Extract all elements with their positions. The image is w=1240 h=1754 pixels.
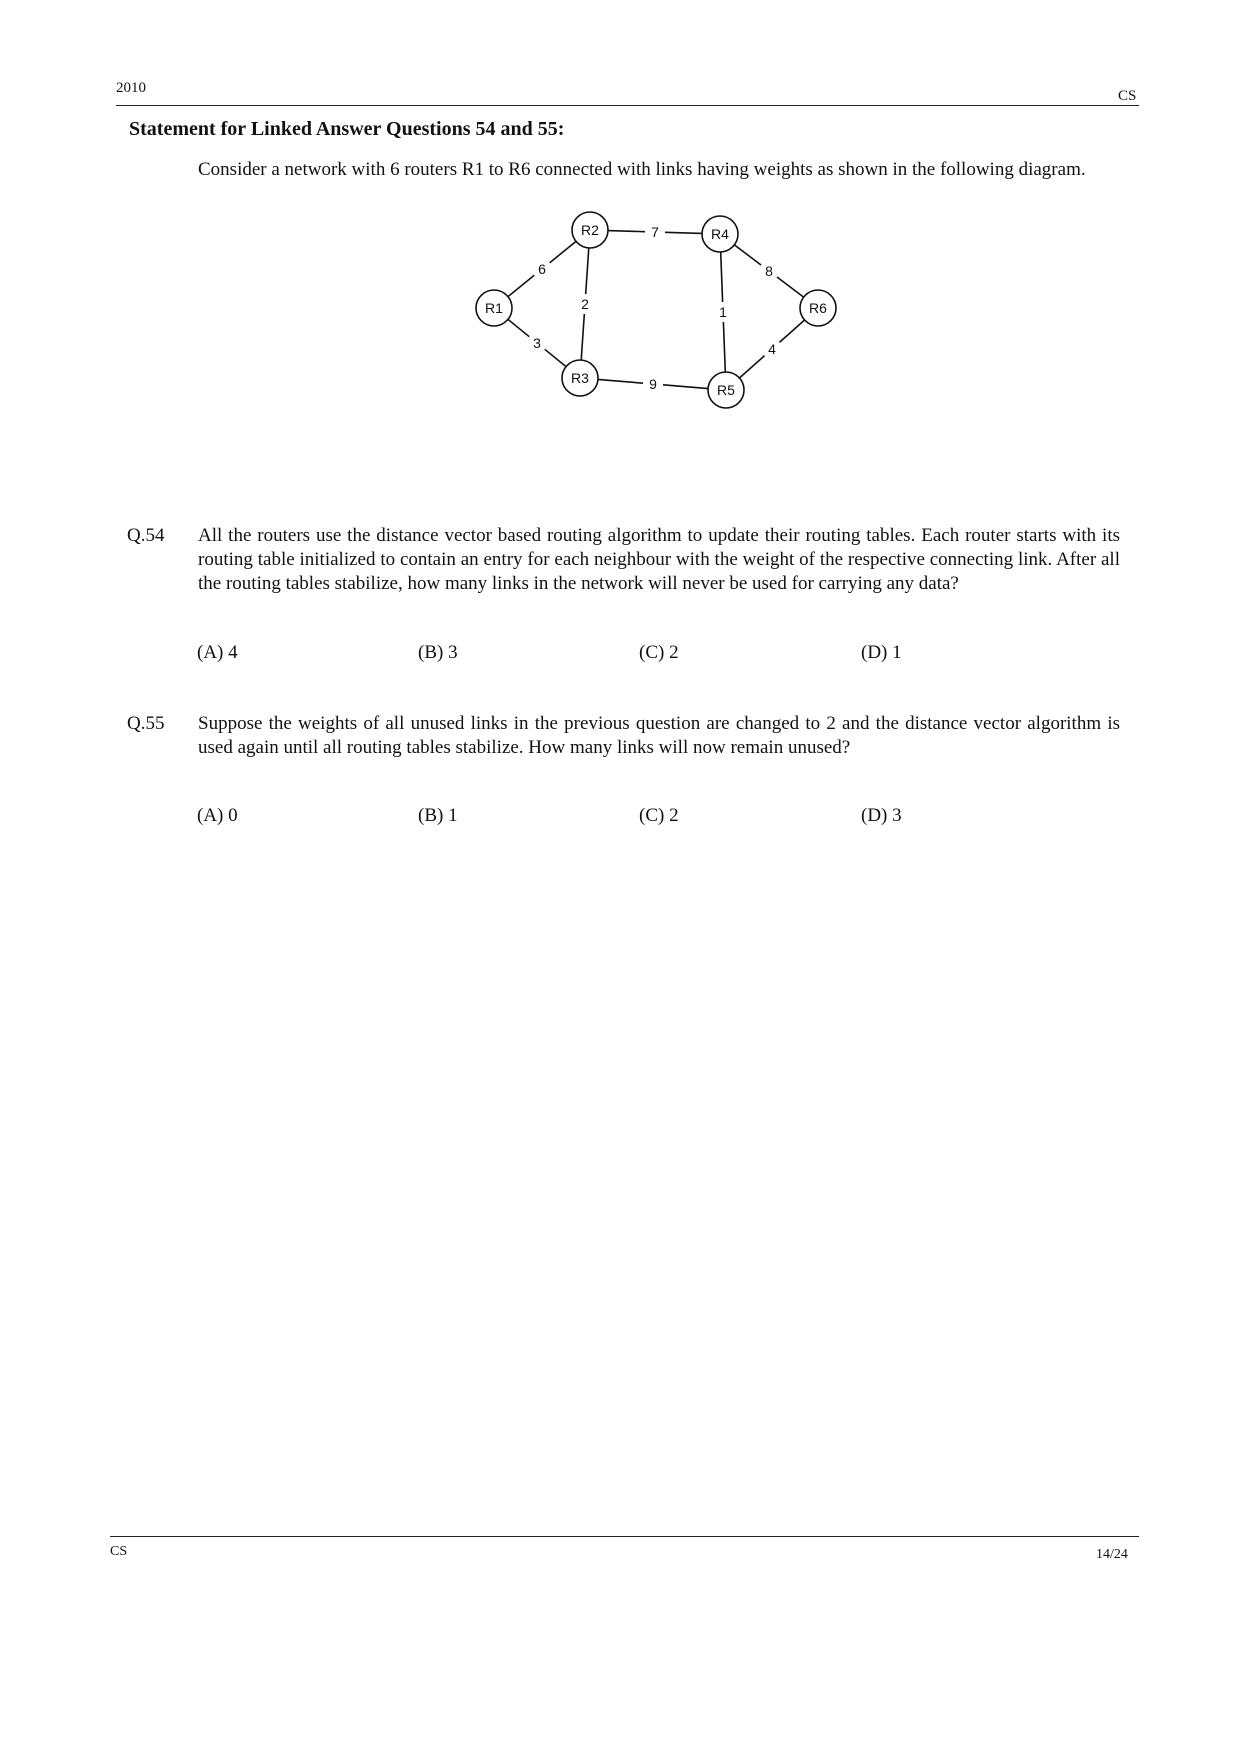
edge-r1-r3-segment bbox=[545, 349, 566, 366]
option-c: (C) 2 bbox=[639, 805, 679, 826]
option-c: (C) 2 bbox=[639, 642, 679, 663]
edge-r4-r5-segment bbox=[723, 322, 725, 372]
edge-r1-r2-weight: 6 bbox=[538, 261, 546, 277]
edge-r2-r4-weight: 7 bbox=[651, 224, 659, 240]
statement-title: Statement for Linked Answer Questions 54 and 55: bbox=[129, 118, 565, 140]
question-number: Q.55 bbox=[127, 713, 165, 734]
edge-r1-r3-weight: 3 bbox=[533, 335, 541, 351]
router-node-r3-label: R3 bbox=[571, 370, 589, 386]
edge-r4-r6-segment bbox=[734, 245, 761, 265]
footer-paper-code: CS bbox=[110, 1544, 128, 1559]
question-text: Suppose the weights of all unused links in the previous question are changed to 2 and the distance vector algorithm is used again until all routing tables stabilize. How many links will now remain unused? bbox=[198, 713, 1120, 758]
edge-r5-r6-segment bbox=[739, 356, 764, 378]
edge-r4-r6-segment bbox=[777, 277, 804, 297]
network-diagram bbox=[470, 204, 850, 424]
edge-r5-r6-segment bbox=[779, 320, 804, 342]
statement-intro: Consider a network with 6 routers R1 to R6 connected with links having weights as shown in the following diagram. bbox=[198, 159, 1086, 180]
router-node-r2-label: R2 bbox=[581, 222, 599, 238]
question-number: Q.54 bbox=[127, 525, 165, 546]
edge-r2-r4-segment bbox=[608, 231, 645, 232]
edge-r2-r4-segment bbox=[665, 232, 702, 233]
edge-r1-r3-segment bbox=[508, 319, 529, 336]
footer-rule bbox=[110, 1536, 1139, 1537]
edge-r1-r2-segment bbox=[550, 241, 576, 262]
option-d: (D) 1 bbox=[861, 642, 902, 663]
edge-r3-r5-segment bbox=[598, 379, 643, 383]
router-node-r4-label: R4 bbox=[711, 226, 729, 242]
edge-r3-r5-segment bbox=[663, 385, 708, 389]
option-b: (B) 1 bbox=[418, 805, 458, 826]
edge-r4-r5-segment bbox=[721, 252, 723, 302]
header-paper-code: CS bbox=[1118, 88, 1137, 104]
option-a: (A) 4 bbox=[197, 642, 238, 663]
router-node-r1-label: R1 bbox=[485, 300, 503, 316]
edge-r2-r3-segment bbox=[581, 314, 584, 360]
router-node-r6-label: R6 bbox=[809, 300, 827, 316]
edge-r2-r3-segment bbox=[586, 248, 589, 294]
edge-r5-r6-weight: 4 bbox=[768, 341, 776, 357]
header-year: 2010 bbox=[116, 80, 146, 96]
option-a: (A) 0 bbox=[197, 805, 238, 826]
option-d: (D) 3 bbox=[861, 805, 902, 826]
edge-r1-r2-segment bbox=[508, 275, 534, 296]
question-text: All the routers use the distance vector based routing algorithm to update their routing tables. Each router starts with its routing table initialized to contain an entry for each neighbour with the weight of the respective connecting link. After all the routing tables stabilize, how many links in the network will never be used for carrying any data? bbox=[198, 525, 1120, 594]
page-number: 14/24 bbox=[1096, 1547, 1128, 1562]
router-node-r5-label: R5 bbox=[717, 382, 735, 398]
edge-r4-r5-weight: 1 bbox=[719, 304, 727, 320]
edge-r4-r6-weight: 8 bbox=[765, 263, 773, 279]
option-b: (B) 3 bbox=[418, 642, 458, 663]
header-rule bbox=[116, 105, 1139, 106]
edge-r3-r5-weight: 9 bbox=[649, 376, 657, 392]
edge-r2-r3-weight: 2 bbox=[581, 296, 589, 312]
